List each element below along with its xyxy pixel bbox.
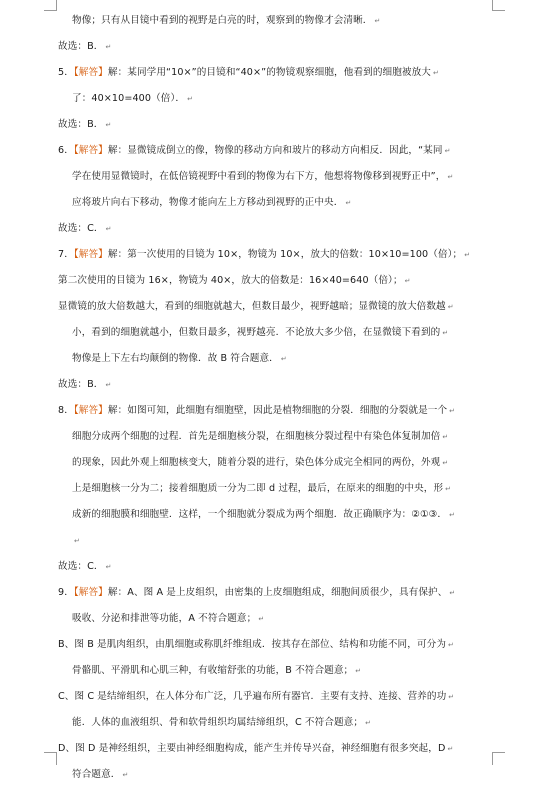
paragraph-mark-icon: ↵ <box>345 199 352 207</box>
paragraph-mark-icon: ↵ <box>404 277 411 285</box>
question-number: 6． <box>58 145 74 156</box>
paragraph-mark-icon: ↵ <box>433 69 439 77</box>
text-line <box>58 60 510 86</box>
paragraph-mark-icon: ↵ <box>449 589 456 597</box>
line-text: 解：显微镜成倒立的像，物像的移动方向和玻片的移动方向相反．因此，“某同 <box>107 145 443 156</box>
text-line <box>58 554 510 580</box>
line-text: 能．人体的血液组织、骨和软骨组织均属结缔组织，C 不符合题意； <box>72 717 364 728</box>
line-text: 符合题意． <box>72 769 121 780</box>
paragraph-mark-icon: ↵ <box>105 225 112 233</box>
line-text: 的现象，因此外观上细胞核变大，随着分裂的进行，染色体分成完全相同的两份，外观 <box>72 457 441 468</box>
text-line <box>58 762 510 788</box>
text-line <box>58 34 510 60</box>
paragraph-mark-icon: ↵ <box>355 667 362 675</box>
paragraph-mark-icon: ↵ <box>122 771 129 779</box>
paragraph-mark-icon: ↵ <box>448 693 455 701</box>
paragraph-mark-icon: ↵ <box>74 537 80 545</box>
text-line <box>58 268 510 294</box>
paragraph-mark-icon: ↵ <box>105 43 112 51</box>
paragraph-mark-icon: ↵ <box>105 381 112 389</box>
paragraph-mark-icon: ↵ <box>374 17 381 25</box>
text-line <box>58 606 510 632</box>
question-number: 9． <box>58 587 74 598</box>
paragraph-mark-icon: ↵ <box>464 251 471 259</box>
text-line <box>58 86 510 112</box>
page-corner-mark <box>44 752 57 765</box>
answer-tag: 【解答】 <box>73 67 108 78</box>
paragraph-mark-icon: ↵ <box>258 615 265 623</box>
text-line <box>58 528 510 554</box>
line-text: 成新的细胞膜和细胞壁．这样，一个细胞就分裂成为两个细胞．故正确顺序为：②①③． <box>72 509 448 520</box>
line-text: 故选：C． <box>58 561 104 572</box>
question-number: 8． <box>58 405 74 416</box>
paragraph-mark-icon: ↵ <box>449 407 456 415</box>
paragraph-mark-icon: ↵ <box>448 641 454 649</box>
line-text: 第二次使用的目镜为 16×，物镜为 40×，放大的倍数是：16×40=640（倍）； <box>58 275 403 286</box>
text-line <box>58 372 510 398</box>
paragraph-mark-icon: ↵ <box>447 173 454 181</box>
paragraph-mark-icon: ↵ <box>442 329 449 337</box>
page-corner-mark <box>44 0 57 11</box>
line-text: 了：40×10=400（倍）． <box>72 93 186 104</box>
answer-tag: 【解答】 <box>73 249 108 260</box>
text-line <box>58 398 510 424</box>
paragraph-mark-icon: ↵ <box>449 511 456 519</box>
line-text: 应将玻片向右下移动，物像才能向左上方移动到视野的正中央． <box>72 197 344 208</box>
line-text: 解：第一次使用的目镜为 10×，物镜为 10×，放大的倍数：10×10=100（倍）； <box>107 249 463 260</box>
paragraph-mark-icon: ↵ <box>187 95 194 103</box>
line-text: 故选：B． <box>58 119 104 130</box>
line-text: 小，看到的细胞就越小，但数目最多，视野越亮．不论放大多少倍，在显微镜下看到的 <box>72 327 441 338</box>
paragraph-mark-icon: ↵ <box>447 745 454 753</box>
text-line <box>58 190 510 216</box>
line-text: 上是细胞核一分为二；接着细胞质一分为二即 d 过程，最后，在原来的细胞的中央，形 <box>72 483 444 494</box>
paragraph-mark-icon: ↵ <box>365 719 372 727</box>
text-line <box>58 580 510 606</box>
paragraph-mark-icon: ↵ <box>447 303 454 311</box>
line-text: 解：如图可知，此细胞有细胞壁，因此是植物细胞的分裂．细胞的分裂就是一个 <box>107 405 448 416</box>
line-text: 解：A、图 A 是上皮组织，由密集的上皮细胞组成，细胞间质很少，具有保护、 <box>107 587 448 598</box>
text-line <box>58 476 510 502</box>
answer-tag: 【解答】 <box>73 405 108 416</box>
answer-tag: 【解答】 <box>73 145 108 156</box>
document-body <box>58 8 510 788</box>
text-line <box>58 346 510 372</box>
text-line <box>58 424 510 450</box>
line-text: 物像；只有从目镜中看到的视野是白亮的时，观察到的物像才会清晰． <box>72 15 373 26</box>
line-text: 细胞分成两个细胞的过程．首先是细胞核分裂，在细胞核分裂过程中有染色体复制加倍 <box>72 431 441 442</box>
paragraph-mark-icon: ↵ <box>280 355 287 363</box>
line-text: 解：某同学用“10×”的目镜和“40×”的物镜观察细胞，他看到的细胞被放大 <box>107 67 431 78</box>
line-text: 故选：B． <box>58 41 104 52</box>
line-text: 骨骼肌、平滑肌和心肌三种，有收缩舒张的功能，B 不符合题意； <box>72 665 354 676</box>
text-line <box>58 294 510 320</box>
text-line <box>58 710 510 736</box>
paragraph-mark-icon: ↵ <box>105 121 112 129</box>
text-line <box>58 164 510 190</box>
text-line <box>58 216 510 242</box>
text-line <box>58 242 510 268</box>
paragraph-mark-icon: ↵ <box>105 563 112 571</box>
line-text: 故选：C． <box>58 223 104 234</box>
line-text: C、图 C 是结缔组织，在人体分布广泛，几乎遍布所有器官．主要有支持、连接、营养的功 <box>58 691 447 702</box>
paragraph-mark-icon: ↵ <box>442 433 449 441</box>
line-text: D、图 D 是神经组织，主要由神经细胞构成，能产生并传导兴奋，神经细胞有很多突起，D <box>58 743 446 754</box>
line-text: 故选：B． <box>58 379 104 390</box>
line-text: 学在使用显微镜时，在低倍镜视野中看到的物像为右下方，他想将物像移到视野正中”， <box>72 171 446 182</box>
answer-tag: 【解答】 <box>73 587 108 598</box>
text-line <box>58 450 510 476</box>
text-line <box>58 112 510 138</box>
paragraph-mark-icon: ↵ <box>445 485 452 493</box>
text-line <box>58 658 510 684</box>
line-text: 吸收、分泌和排泄等功能，A 不符合题意； <box>72 613 257 624</box>
paragraph-mark-icon: ↵ <box>444 147 451 155</box>
text-line <box>58 684 510 710</box>
paragraph-mark-icon: ↵ <box>442 459 449 467</box>
text-line <box>58 736 510 762</box>
text-line <box>58 502 510 528</box>
line-text: 物像是上下左右均颠倒的物像．故 B 符合题意． <box>72 353 279 364</box>
question-number: 7． <box>58 249 74 260</box>
question-number: 5． <box>58 67 74 78</box>
line-text: 显微镜的放大倍数越大，看到的细胞就越大，但数目最少，视野越暗；显微镜的放大倍数越 <box>58 301 446 312</box>
text-line <box>58 138 510 164</box>
line-text: B、图 B 是肌肉组织，由肌细胞或称肌纤维组成．按其存在部位、结构和功能不同，可分为 <box>58 639 447 650</box>
text-line <box>58 320 510 346</box>
text-line <box>58 8 510 34</box>
text-line <box>58 632 510 658</box>
